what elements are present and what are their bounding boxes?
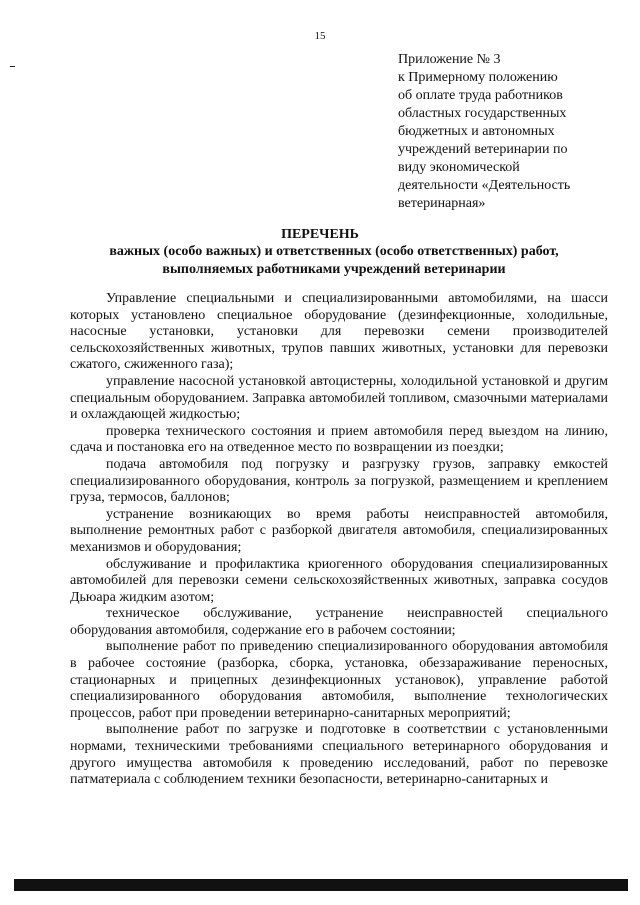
document-subtitle xyxy=(60,243,608,279)
appendix-line: Приложение № 3 xyxy=(398,52,501,67)
subtitle-line: важных (особо важных) и ответственных (особо ответственных) работ, xyxy=(109,244,559,259)
appendix-line: деятельности «Деятельность xyxy=(398,178,571,193)
paragraph: Управление специальными и специализированными автомобилями, на шасси которых установлено специальное оборудование (дезинфекционные, холодильные, насосные установки, установки для перевозки семени производителей сельскохозяйственных животных, трупов павших животных, установки для перевозки сжатого, сжиженного газа); xyxy=(70,291,608,373)
appendix-line: ветеринарная» xyxy=(398,196,486,211)
paragraph: выполнение работ по загрузке и подготовке в соответствии с установленными нормами, техническими требованиями специального ветеринарного оборудования и другого имущества автомобиля к проведению исследований, работ по перевозке патматериала с соблюдением техники безопасности, ветеринарно-санитарных и xyxy=(70,722,608,788)
paragraph: техническое обслуживание, устранение неисправностей специального оборудования автомобиля, содержание его в рабочем состоянии; xyxy=(70,606,608,638)
paragraph: проверка технического состояния и прием автомобиля перед выездом на линию, сдача и постановка его на отведенное место по возвращении из поездки; xyxy=(70,423,608,456)
paragraph: управление насосной установкой автоцистерны, холодильной установкой и другим специальным оборудованием. Заправка автомобилей топливом, смазочными материалами и охлаждающей жидкостью; xyxy=(70,373,608,423)
margin-mark xyxy=(10,66,15,67)
appendix-line: бюджетных и автономных xyxy=(398,124,555,139)
scan-edge-bar xyxy=(14,879,628,891)
appendix-line: учреждений ветеринарии по xyxy=(398,142,568,157)
document-title: ПЕРЕЧЕНЬ xyxy=(281,227,359,242)
body-text xyxy=(70,291,608,789)
paragraph: устранение возникающих во время работы неисправностей автомобиля, выполнение ремонтных работ с разборкой двигателя автомобиля, специализированных механизмов и оборудования; xyxy=(70,506,608,555)
page-number: 15 xyxy=(314,30,326,42)
paragraph: обслуживание и профилактика криогенного оборудования специализированных автомобилей для перевозки семени сельскохозяйственных животных, заправка сосудов Дьюара жидким азотом; xyxy=(70,556,608,605)
appendix-line: виду экономической xyxy=(398,160,520,175)
appendix-line: к Примерному положению xyxy=(398,70,558,85)
appendix-block xyxy=(398,51,608,213)
appendix-line: областных государственных xyxy=(398,106,567,121)
paragraph: выполнение работ по приведению специализированного оборудования автомобиля в рабочее состояние (разборка, сборка, установка, обеззараживание переносных, стационарных и прицепных дезинфекционных установок), управление работой специализированного оборудования автомобиля, выполнение технологических процессов, работ при проведении ветеринарно-санитарных мероприятий; xyxy=(70,639,608,721)
paragraph: подача автомобиля под погрузку и разгрузку грузов, заправку емкостей специализированного оборудования, контроль за погрузкой, размещением и креплением груза, термосов, баллонов; xyxy=(70,456,608,506)
subtitle-line: выполняемых работниками учреждений ветеринарии xyxy=(162,262,506,277)
appendix-line: об оплате труда работников xyxy=(398,88,563,103)
